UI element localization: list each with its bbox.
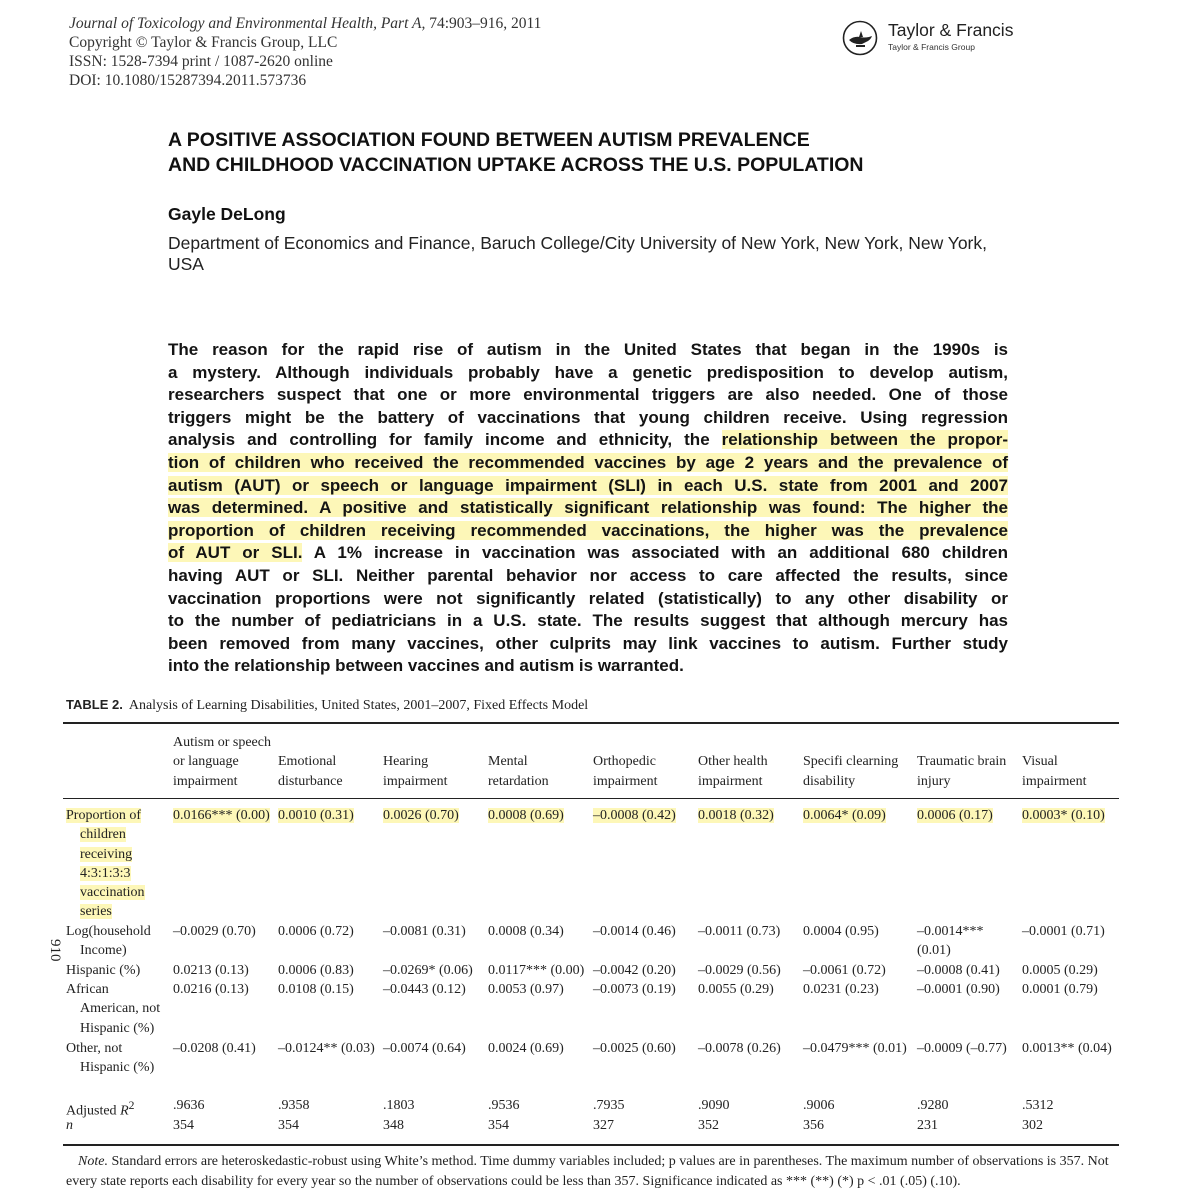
table-cell bbox=[278, 1039, 375, 1058]
table-cell-value: –0.0014*** bbox=[917, 924, 984, 939]
column-header bbox=[488, 733, 549, 791]
table-cell bbox=[1022, 1096, 1054, 1115]
paper-title-line-2: AND CHILDHOOD VACCINATION UPTAKE ACROSS THE U.S. POPULATION bbox=[168, 154, 864, 176]
table-cell bbox=[698, 922, 780, 941]
column-header bbox=[383, 733, 448, 791]
highlighted-text: tion of children who received the recommended vaccines by age 2 years and the prevalence of bbox=[168, 452, 1008, 472]
column-header bbox=[917, 733, 1006, 791]
row-label-line: Income) bbox=[80, 943, 127, 959]
table-cell-value: 0.0001 (0.79) bbox=[1022, 982, 1098, 997]
table-cell-value: 348 bbox=[383, 1118, 404, 1133]
table-cell-value: 0.0166*** (0.00) bbox=[173, 808, 270, 823]
page-number: 910 bbox=[47, 939, 63, 962]
abstract-line: triggers might be the battery of vaccinations that young children receive. Using regression bbox=[168, 407, 1008, 427]
column-header-line: Autism or speech bbox=[173, 735, 271, 750]
table-cell-value: –0.0061 (0.72) bbox=[803, 963, 886, 978]
table-cell bbox=[278, 922, 354, 941]
column-header bbox=[1022, 733, 1087, 791]
table-cell-value: 0.0008 (0.34) bbox=[488, 924, 564, 939]
table-cell-value: 0.0004 (0.95) bbox=[803, 924, 879, 939]
table-cell-value: –0.0029 (0.70) bbox=[173, 924, 256, 939]
abstract-line bbox=[168, 452, 1008, 475]
abstract-line bbox=[168, 520, 1008, 543]
abstract-line: of AUT or SLI. A 1% increase in vaccination was associated with an additional 680 children bbox=[168, 543, 1008, 563]
table-cell-value: –0.0011 (0.73) bbox=[698, 924, 781, 939]
table-header-rule bbox=[63, 798, 1119, 799]
table-cell bbox=[383, 806, 459, 825]
table-cell-value: –0.0269* (0.06) bbox=[383, 963, 473, 978]
issn-line: ISSN: 1528-7394 print / 1087-2620 online bbox=[69, 53, 333, 70]
table-caption bbox=[66, 697, 588, 714]
table-cell bbox=[803, 806, 886, 825]
table-cell bbox=[383, 1039, 466, 1058]
abstract-line: The reason for the rapid rise of autism in the United States that began in the 1990s is bbox=[168, 340, 1008, 359]
table-cell bbox=[278, 806, 354, 825]
author-name: Gayle DeLong bbox=[168, 204, 286, 224]
table-cell-value: (0.01) bbox=[917, 943, 951, 959]
table-cell bbox=[593, 961, 676, 980]
row-label-line: Proportion of bbox=[66, 808, 142, 823]
table-cell-value: 356 bbox=[803, 1118, 824, 1133]
table-cell-value: .9636 bbox=[173, 1098, 205, 1113]
table-cell bbox=[803, 1096, 835, 1115]
table-cell-value: 0.0006 (0.72) bbox=[278, 924, 354, 939]
author-affiliation: Department of Economics and Finance, Baruch College/City University of New York, New York, New York, USA bbox=[168, 233, 987, 274]
table-cell bbox=[698, 1096, 730, 1115]
table-cell bbox=[803, 1039, 907, 1058]
table-cell bbox=[803, 1116, 824, 1135]
column-header-line bbox=[698, 733, 768, 752]
highlighted-text: was determined. A positive and statistically significant relationship was found: The higher the bbox=[168, 498, 1008, 518]
abstract-line: been removed from many vaccines, other culprits may link vaccines to autism. Further study bbox=[168, 633, 1008, 653]
table-cell-value: 0.0008 (0.69) bbox=[488, 808, 564, 823]
table-cell-value: –0.0208 (0.41) bbox=[173, 1041, 256, 1056]
column-header-line: impairment bbox=[383, 773, 448, 789]
table-cell-value: –0.0081 (0.31) bbox=[383, 924, 466, 939]
highlighted-text: of AUT or SLI. bbox=[168, 543, 303, 563]
table-cell bbox=[383, 1096, 415, 1115]
abstract-line bbox=[168, 475, 1008, 498]
table-cell bbox=[593, 1096, 625, 1115]
table-cell-value: .9280 bbox=[917, 1098, 949, 1113]
table-cell bbox=[917, 980, 1000, 999]
table-cell-value: 0.0026 (0.70) bbox=[383, 808, 459, 823]
column-header bbox=[278, 733, 343, 791]
table-cell-value: 327 bbox=[593, 1118, 614, 1133]
row-label-line: Log(household bbox=[66, 924, 151, 939]
abstract-line: researchers suspect that one or more environmental triggers are also needed. One of those bbox=[168, 385, 1008, 405]
row-label-line: Hispanic (%) bbox=[80, 1020, 155, 1036]
journal-header bbox=[69, 14, 541, 90]
abstract-line: a mystery. Although individuals probably have a genetic predisposition to develop autism, bbox=[168, 362, 1008, 382]
row-label bbox=[66, 961, 140, 980]
table-bottom-rule bbox=[63, 1144, 1119, 1146]
table-cell-value: 0.0053 (0.97) bbox=[488, 982, 564, 997]
column-header bbox=[593, 733, 658, 791]
highlighted-text: autism (AUT) or speech or language impairment (SLI) in each U.S. state from 2001 and 2007 bbox=[168, 475, 1008, 495]
table-cell bbox=[173, 1096, 205, 1115]
table-cell bbox=[173, 980, 249, 999]
table-cell bbox=[593, 1039, 676, 1058]
table-cell-value: –0.0009 (–0.77) bbox=[917, 1041, 1007, 1056]
table-cell bbox=[803, 922, 879, 941]
highlighted-text: proportion of children receiving recommended vaccinations, the higher was the prevalence bbox=[168, 520, 1008, 540]
row-label bbox=[66, 980, 160, 1038]
table-cell-value: 0.0018 (0.32) bbox=[698, 808, 774, 823]
table-cell bbox=[1022, 961, 1098, 980]
table-label: TABLE 2. bbox=[66, 697, 123, 712]
table-cell-value: 354 bbox=[173, 1118, 194, 1133]
table-cell bbox=[488, 980, 564, 999]
table-caption-text: Analysis of Learning Disabilities, United States, 2001–2007, Fixed Effects Model bbox=[128, 698, 589, 713]
table-cell bbox=[698, 961, 781, 980]
table-cell-value: –0.0008 (0.42) bbox=[593, 808, 676, 823]
table-cell bbox=[383, 922, 466, 941]
table-cell bbox=[278, 980, 354, 999]
column-header-line: Visual bbox=[1022, 754, 1058, 770]
column-header-line: impairment bbox=[698, 773, 763, 789]
column-header-line: injury bbox=[917, 773, 951, 789]
column-header-line: Traumatic brain bbox=[917, 754, 1007, 770]
table-cell-value: .1803 bbox=[383, 1098, 415, 1113]
row-label: n bbox=[66, 1118, 73, 1133]
table-cell bbox=[917, 1039, 1007, 1058]
table-cell bbox=[173, 806, 270, 825]
table-cell bbox=[488, 922, 564, 941]
row-label bbox=[66, 806, 145, 922]
table-cell bbox=[593, 922, 676, 941]
table-cell bbox=[278, 1096, 310, 1115]
abstract-line: vaccination proportions were not significantly related (statistically) to any other disability or bbox=[168, 588, 1008, 608]
table-cell bbox=[917, 922, 984, 961]
row-label-line: receiving bbox=[80, 846, 133, 862]
paper-title-line-1: A POSITIVE ASSOCIATION FOUND BETWEEN AUTISM PREVALENCE bbox=[168, 129, 810, 151]
table-cell-value: 231 bbox=[917, 1118, 938, 1133]
table-cell bbox=[593, 1116, 614, 1135]
table-cell-value: 0.0006 (0.17) bbox=[917, 808, 993, 823]
row-label bbox=[66, 922, 151, 961]
column-header-line bbox=[278, 733, 343, 752]
table-note bbox=[66, 1152, 1121, 1192]
table-cell-value: 0.0117*** (0.00) bbox=[488, 963, 585, 978]
table-cell bbox=[278, 1116, 299, 1135]
row-label-line: 4:3:1:3:3 bbox=[80, 865, 131, 881]
column-header-line: retardation bbox=[488, 773, 549, 789]
row-label-line: Other, not bbox=[66, 1041, 123, 1056]
table-cell bbox=[383, 980, 466, 999]
paper-title bbox=[168, 128, 864, 178]
table-cell bbox=[488, 1116, 509, 1135]
table-cell-value: .9358 bbox=[278, 1098, 310, 1113]
column-header-line: Orthopedic bbox=[593, 754, 656, 770]
column-header-line bbox=[488, 733, 549, 752]
column-header-line: Mental bbox=[488, 754, 528, 770]
table-cell bbox=[917, 1116, 938, 1135]
doi-line: DOI: 10.1080/15287394.2011.573736 bbox=[69, 72, 307, 89]
publisher-logo bbox=[842, 18, 1042, 58]
column-header-line: impairment bbox=[593, 773, 658, 789]
publisher-subtitle: Taylor & Francis Group bbox=[888, 42, 975, 52]
table-cell-value: –0.0001 (0.90) bbox=[917, 982, 1000, 997]
abstract-line: having AUT or SLI. Neither parental behavior nor access to care affected the results, since bbox=[168, 565, 1008, 585]
table-cell-value: –0.0001 (0.71) bbox=[1022, 924, 1105, 939]
table-cell-value: 0.0024 (0.69) bbox=[488, 1041, 564, 1056]
table-cell bbox=[488, 961, 584, 980]
table-cell bbox=[488, 1039, 564, 1058]
table-cell-value: 0.0213 (0.13) bbox=[173, 963, 249, 978]
table-cell bbox=[917, 1096, 949, 1115]
row-label-line: African bbox=[66, 982, 109, 997]
column-header-line bbox=[593, 733, 658, 752]
table-cell bbox=[698, 1039, 781, 1058]
column-header-line: disability bbox=[803, 773, 856, 789]
table-cell-value: 354 bbox=[488, 1118, 509, 1133]
row-label-line: Hispanic (%) bbox=[80, 1060, 155, 1076]
table-cell bbox=[173, 1116, 194, 1135]
column-header-line bbox=[917, 733, 1006, 752]
row-label-line: vaccination bbox=[80, 885, 145, 901]
table-cell-value: –0.0008 (0.41) bbox=[917, 963, 1000, 978]
column-header-line: Specifi clearning bbox=[803, 754, 899, 770]
row-label: Adjusted $R^2$ bbox=[66, 1099, 135, 1119]
journal-citation: Journal of Toxicology and Environmental Health, Part A, 74:903–916, 2011 bbox=[69, 15, 542, 32]
table-note-label: Note. bbox=[78, 1154, 108, 1169]
table-cell bbox=[803, 961, 886, 980]
table-cell bbox=[917, 806, 993, 825]
column-header bbox=[173, 733, 271, 791]
abstract bbox=[168, 339, 1008, 678]
table-cell-value: –0.0025 (0.60) bbox=[593, 1041, 676, 1056]
abstract-line: analysis and controlling for family income and ethnicity, the relationship between the propor- bbox=[168, 430, 1008, 450]
column-header bbox=[803, 733, 898, 791]
table-cell-value: 0.0055 (0.29) bbox=[698, 982, 774, 997]
table-cell-value: .5312 bbox=[1022, 1098, 1054, 1113]
table-cell bbox=[917, 961, 1000, 980]
table-cell-value: 0.0064* (0.09) bbox=[803, 808, 886, 823]
table-cell-value: –0.0029 (0.56) bbox=[698, 963, 781, 978]
table-cell-value: –0.0124** (0.03) bbox=[278, 1041, 375, 1056]
table-cell bbox=[698, 1116, 719, 1135]
row-label-line: Hispanic (%) bbox=[66, 963, 141, 978]
table-cell bbox=[803, 980, 879, 999]
row-label bbox=[66, 1039, 154, 1078]
table-cell bbox=[698, 806, 774, 825]
column-header-line: Other health bbox=[698, 754, 768, 770]
table-cell bbox=[1022, 1039, 1112, 1058]
column-header-line: Emotional bbox=[278, 754, 337, 770]
table-cell-value: .9006 bbox=[803, 1098, 835, 1113]
abstract-line: into the relationship between vaccines and autism is warranted. bbox=[168, 656, 684, 676]
table-cell-value: .7935 bbox=[593, 1098, 625, 1113]
table-cell-value: 0.0013** (0.04) bbox=[1022, 1041, 1112, 1056]
table-cell-value: 0.0216 (0.13) bbox=[173, 982, 249, 997]
table-top-rule bbox=[63, 722, 1119, 724]
column-header-line bbox=[803, 733, 898, 752]
table-cell-value: 0.0231 (0.23) bbox=[803, 982, 879, 997]
table-cell bbox=[173, 922, 256, 941]
column-header-line: disturbance bbox=[278, 773, 343, 789]
table-cell bbox=[173, 1039, 256, 1058]
table-cell-value: 354 bbox=[278, 1118, 299, 1133]
copyright-line: Copyright © Taylor & Francis Group, LLC bbox=[69, 34, 338, 51]
table-cell-value: –0.0479*** (0.01) bbox=[803, 1041, 907, 1056]
row-label-line: children bbox=[80, 827, 126, 843]
table-cell-value: –0.0443 (0.12) bbox=[383, 982, 466, 997]
table-cell bbox=[1022, 1116, 1043, 1135]
table-cell-value: –0.0074 (0.64) bbox=[383, 1041, 466, 1056]
oil-lamp-icon bbox=[842, 20, 878, 56]
table-cell bbox=[173, 961, 249, 980]
table-cell bbox=[383, 1116, 404, 1135]
table-cell-value: 0.0005 (0.29) bbox=[1022, 963, 1098, 978]
table-cell-value: .9536 bbox=[488, 1098, 520, 1113]
abstract-line bbox=[168, 497, 1008, 520]
table-note-text: Standard errors are heteroskedastic-robust using White’s method. Time dummy variables included; p values are in parentheses. The maximum number of observations is 357. Not every state reports each disability for every year so the number of observations could be less than 357. Significance indicated as *** (**) (*) p < .01 (.05) (.10). bbox=[66, 1154, 1109, 1189]
table-cell-value: .9090 bbox=[698, 1098, 730, 1113]
column-header-line: Hearing bbox=[383, 754, 429, 770]
table-cell-value: –0.0042 (0.20) bbox=[593, 963, 676, 978]
column-header bbox=[698, 733, 768, 791]
table-cell bbox=[278, 961, 354, 980]
highlighted-text: relationship between the propor- bbox=[721, 430, 1008, 450]
column-header-line bbox=[383, 733, 448, 752]
table-cell-value: 0.0108 (0.15) bbox=[278, 982, 354, 997]
table-cell bbox=[1022, 980, 1098, 999]
publisher-name: Taylor & Francis bbox=[888, 20, 1014, 40]
table-cell bbox=[593, 980, 676, 999]
column-header-line bbox=[1022, 733, 1087, 752]
column-header-line: impairment bbox=[1022, 773, 1087, 789]
abstract-line: to the number of pediatricians in a U.S. state. The results suggest that although mercury has bbox=[168, 611, 1008, 631]
table-cell bbox=[488, 806, 564, 825]
table-cell-value: 0.0006 (0.83) bbox=[278, 963, 354, 978]
table-cell bbox=[1022, 806, 1105, 825]
table-cell-value: 302 bbox=[1022, 1118, 1043, 1133]
table-cell bbox=[383, 961, 473, 980]
table-cell-value: –0.0073 (0.19) bbox=[593, 982, 676, 997]
row-label-line: series bbox=[80, 904, 112, 920]
table-cell bbox=[1022, 922, 1105, 941]
column-header-line: or language bbox=[173, 754, 239, 770]
table-cell-value: –0.0014 (0.46) bbox=[593, 924, 676, 939]
table-cell bbox=[698, 980, 774, 999]
table-cell-value: 0.0003* (0.10) bbox=[1022, 808, 1105, 823]
table-cell-value: –0.0078 (0.26) bbox=[698, 1041, 781, 1056]
table-cell-value: 352 bbox=[698, 1118, 719, 1133]
table-cell-value: 0.0010 (0.31) bbox=[278, 808, 354, 823]
row-label-line: American, not bbox=[80, 1001, 161, 1017]
table-cell bbox=[593, 806, 676, 825]
table-cell bbox=[488, 1096, 520, 1115]
column-header-line: impairment bbox=[173, 773, 238, 789]
